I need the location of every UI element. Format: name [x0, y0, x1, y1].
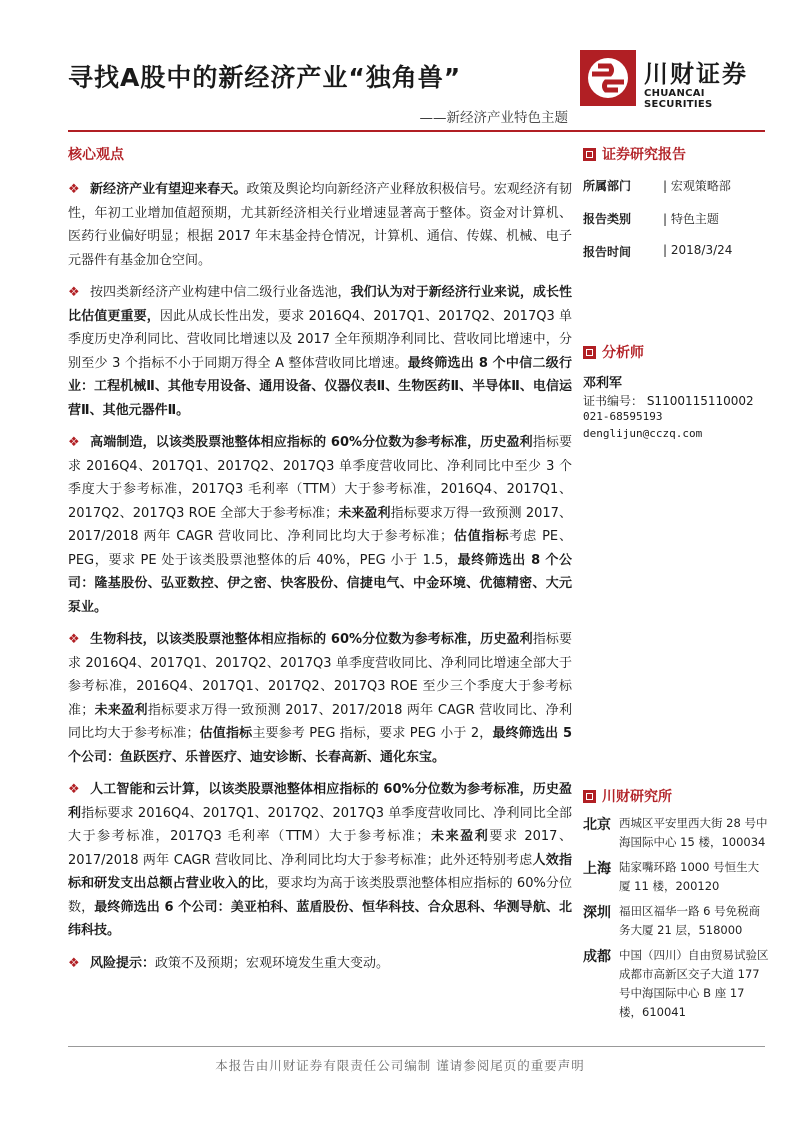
- heading-text: 分析师: [602, 345, 644, 361]
- analyst-name: 邓利军: [583, 376, 623, 391]
- paragraph-risk: [68, 952, 572, 976]
- diamond-bullet-icon: ❖: [68, 632, 80, 647]
- info-label: 所属部门: [583, 179, 632, 193]
- para-text: 指标要求 2016Q4、2017Q1、2017Q2、2017Q3 单季度营收同比、净利同比中至少 3 个季度大于参考标准，2017Q3 毛利率（TTM）大于参考标准，2016Q4、2017Q1、2017Q2、2017Q3 ROE 全部大于参考标准；: [68, 435, 572, 521]
- paragraph-biotech: [68, 628, 572, 769]
- info-row-type: [583, 210, 773, 227]
- paragraph-high-end-manufacturing: [68, 431, 572, 619]
- analyst-card: [583, 376, 773, 442]
- company-logo: [580, 50, 770, 110]
- para-bold: 最终筛选出 8 个中信二级行业：工程机械Ⅱ、其他专用设备、通用设备、仪器仪表Ⅱ、生物医药Ⅱ、半导体Ⅱ、电信运营Ⅱ、其他元器件Ⅱ。: [68, 355, 572, 418]
- diamond-bullet-icon: ❖: [68, 182, 80, 197]
- info-row-dept: [583, 177, 773, 194]
- para-bold: 人工智能和云计算，以该类股票池整体相应指标的 60%分位数为参考标准，历史盈利: [68, 782, 572, 821]
- office-beijing: [583, 814, 773, 852]
- para-text: 政策及舆论均向新经济产业释放积极信号。宏观经济有韧性，年初工业增加值超预期，尤其新经济相关行业增速显著高于整体。资金对计算机、医药行业偏好明显；根据 2017 年末基金持仓情况，计算机、通信、传媒、机械、电子元器件有基金加仓空间。: [68, 182, 572, 268]
- square-bullet-icon: [583, 790, 596, 803]
- para-text: 按四类新经济产业构建中信二级行业备选池，: [90, 285, 351, 300]
- office-address: 福田区福华一路 6 号免税商务大厦 21 层，518000: [619, 904, 761, 937]
- para-bold: 人效指标和研发支出总额占营业收入的比: [68, 852, 572, 891]
- para-text: 政策不及预期；宏观环境发生重大变动。: [155, 955, 390, 971]
- para-text: 因此从成长性出发，要求 2016Q4、2017Q1、2017Q2、2017Q3 单季度历史净利同比、营收同比增速以及 2017 全年预期净利同比、营收同比增速中，分别至少 3 个指标不小于同期万得全 A 整体营收同比增速。: [68, 308, 572, 371]
- info-label: 报告类别: [583, 212, 632, 226]
- square-bullet-icon: [583, 148, 596, 161]
- info-value: | 2018/3/24: [663, 243, 733, 257]
- diamond-bullet-icon: ❖: [68, 782, 80, 797]
- para-bold: 生物科技，以该类股票池整体相应指标的 60%分位数为参考标准，历史盈利: [90, 632, 533, 647]
- para-text: 指标要求 2016Q4、2017Q1、2017Q2、2017Q3 单季度营收同比、净利同比增速全部大于参考标准，2016Q4、2017Q1、2017Q2、2017Q3 ROE 至少三个季度大于参考标准；: [68, 632, 572, 718]
- para-bold: 最终筛选出 5 个公司：鱼跃医疗、乐普医疗、迪安诊断、长春高新、通化东宝。: [68, 726, 572, 765]
- para-bold: 未来盈利: [338, 505, 391, 521]
- para-text: ，要求均为高于该类股票池整体相应指标的 60%分位数，: [68, 876, 572, 915]
- para-bold: 估值指标: [453, 529, 510, 544]
- report-info-heading: [583, 144, 773, 164]
- footer-divider: [68, 1046, 765, 1047]
- para-bold: 高端制造，以该类股票池整体相应指标的 60%分位数为参考标准，历史盈利: [90, 435, 533, 450]
- para-text: 考虑 PE、PEG，要求 PE 处于该类股票池整体的后 40%，PEG 小于 1.5，: [68, 529, 572, 568]
- para-bold: 我们认为对于新经济行业来说，成长性比估值更重要，: [68, 285, 572, 324]
- para-bold: 未来盈利: [429, 829, 490, 844]
- office-address: 中国（四川）自由贸易试验区成都市高新区交子大道 177 号中海国际中心 B 座 17 楼，610041: [619, 948, 769, 1019]
- office-shanghai: [583, 858, 773, 896]
- analyst-email[interactable]: denglijun@cczq.com: [583, 426, 703, 440]
- report-title: 寻找A股中的新经济产业“独角兽”: [68, 63, 462, 92]
- paragraph-new-economy: [68, 178, 572, 272]
- para-text: 主要参考 PEG 指标，要求 PEG 小于 2，: [252, 726, 493, 741]
- office-shenzhen: [583, 902, 773, 940]
- para-text: 指标要求万得一致预测 2017、2017/2018 两年 CAGR 营收同比、净利同比均大于参考标准；: [68, 702, 572, 741]
- header-divider: [68, 130, 765, 132]
- analyst-heading: [583, 342, 773, 362]
- info-value: | 宏观策略部: [663, 179, 731, 193]
- para-bold: 最终筛选出 6 个公司：美亚柏科、蓝盾股份、恒华科技、合众思科、华测导航、北纬科技。: [68, 899, 572, 938]
- para-text: 指标要求万得一致预测 2017、2017/2018 两年 CAGR 营收同比、净利同比均大于参考标准；: [68, 505, 573, 544]
- office-address: 西城区平安里西大街 28 号中海国际中心 15 楼，100034: [619, 816, 768, 849]
- para-bold: 最终筛选出 8 个公司：隆基股份、弘亚数控、伊之密、快客股份、信捷电气、中金环境、优德精密、大元泵业。: [68, 552, 572, 615]
- office-city: 成都: [583, 949, 611, 965]
- para-bold: 风险提示：: [90, 955, 156, 971]
- para-bold: 新经济产业有望迎来春天。: [90, 182, 247, 197]
- diamond-bullet-icon: ❖: [68, 435, 80, 450]
- logo-chinese-name: 川财证券: [644, 60, 748, 88]
- core-views-heading: 核心观点: [68, 147, 124, 163]
- page-footer: 本报告由川财证券有限责任公司编制 谨请参阅尾页的重要声明: [215, 1058, 585, 1073]
- office-chengdu: [583, 946, 773, 1022]
- diamond-bullet-icon: ❖: [68, 285, 80, 300]
- heading-text: 证券研究报告: [602, 147, 686, 163]
- office-address: 陆家嘴环路 1000 号恒生大厦 11 楼，200120: [619, 860, 760, 893]
- logo-english-name: CHUANCAI SECURITIES: [644, 88, 713, 110]
- analyst-cert: 证书编号： S1100115110002: [583, 393, 754, 408]
- square-bullet-icon: [583, 346, 596, 359]
- info-label: 报告时间: [583, 245, 632, 259]
- sidebar: [583, 144, 773, 1022]
- analyst-phone: 021-68595193: [583, 410, 663, 423]
- main-content: [68, 144, 572, 984]
- para-bold: 未来盈利: [94, 702, 148, 718]
- para-text: 指标要求 2016Q4、2017Q1、2017Q2、2017Q3 单季度营收同比、净利同比全部大于参考标准，2017Q3 毛利率（TTM）大于参考标准；: [68, 805, 572, 844]
- diamond-bullet-icon: ❖: [68, 955, 80, 971]
- office-city: 深圳: [583, 905, 611, 921]
- institute-heading: [583, 786, 773, 806]
- para-bold: 估值指标: [199, 726, 253, 741]
- info-value: | 特色主题: [663, 212, 719, 226]
- para-text: 要求 2017、2017/2018 两年 CAGR 营收同比、净利同比均大于参考标准；此外还特别考虑: [68, 829, 572, 868]
- report-subtitle: ——新经济产业特色主题: [419, 110, 568, 126]
- chuancai-logo-icon: [580, 50, 636, 106]
- office-city: 上海: [583, 861, 611, 877]
- info-row-time: [583, 243, 773, 260]
- paragraph-industry-pool: [68, 281, 572, 422]
- office-city: 北京: [583, 817, 611, 833]
- heading-text: 川财研究所: [602, 789, 672, 805]
- paragraph-ai-cloud: [68, 778, 572, 943]
